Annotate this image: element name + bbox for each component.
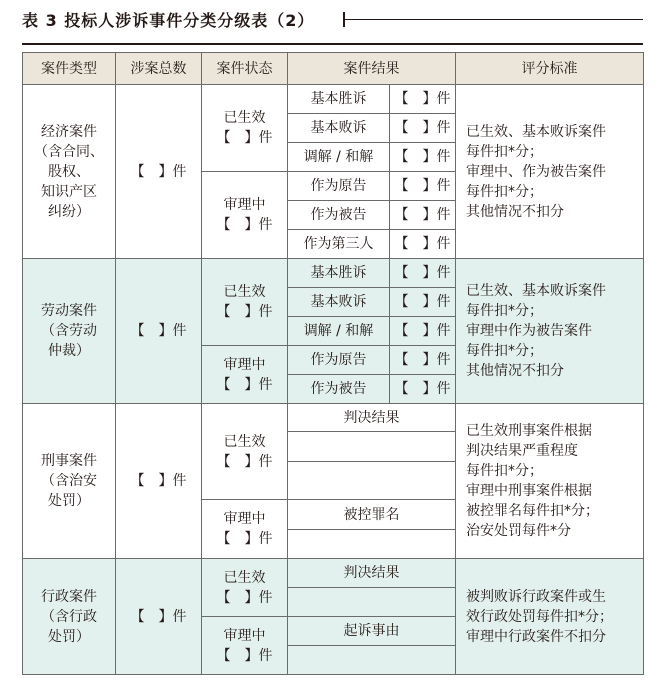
status-pending: 审理中 【 】件 <box>202 172 288 259</box>
standard-economic: 已生效、基本败诉案件 每件扣*分； 审理中、作为被告案件 每件扣*分； 其他情况不扣分 <box>456 85 644 259</box>
result-label: 基本败诉 <box>288 114 390 143</box>
top-rule-divider <box>22 43 643 45</box>
header-case-type: 案件类型 <box>23 53 116 85</box>
case-total-economic: 【 】件 <box>116 85 202 259</box>
standard-criminal: 已生效刑事案件根据 判决结果严重程度 每件扣*分； 审理中刑事案件根据 被控罪名每件扣*分； 治安处罚每件*分 <box>456 404 644 559</box>
case-total-criminal: 【 】件 <box>116 404 202 559</box>
result-count: 【 】件 <box>390 201 456 230</box>
result-count: 【 】件 <box>390 259 456 288</box>
header-status: 案件状态 <box>202 53 288 85</box>
status-pending: 审理中 【 】件 <box>202 500 288 559</box>
result-blank-cell <box>288 530 456 559</box>
result-label: 调解 / 和解 <box>288 143 390 172</box>
table-row <box>23 259 644 288</box>
standard-administrative: 被判败诉行政案件或生 效行政处罚每件扣*分； 审理中行政案件不扣分 <box>456 559 644 675</box>
case-type-criminal: 刑事案件 （含治安 处罚） <box>23 404 116 559</box>
case-type-labor: 劳动案件 （含劳动 仲裁） <box>23 259 116 404</box>
result-blank-cell <box>288 462 456 500</box>
header-row <box>23 53 644 85</box>
header-result: 案件结果 <box>288 53 456 85</box>
header-standard: 评分标准 <box>456 53 644 85</box>
result-label: 起诉事由 <box>288 617 456 646</box>
result-label: 作为被告 <box>288 201 390 230</box>
result-label: 调解 / 和解 <box>288 317 390 346</box>
status-pending: 审理中 【 】件 <box>202 346 288 404</box>
status-effective: 已生效 【 】件 <box>202 404 288 500</box>
result-count: 【 】件 <box>390 230 456 259</box>
result-count: 【 】件 <box>390 346 456 375</box>
standard-labor: 已生效、基本败诉案件 每件扣*分； 审理中作为被告案件 每件扣*分； 其他情况不扣分 <box>456 259 644 404</box>
result-label: 基本败诉 <box>288 288 390 317</box>
case-total-labor: 【 】件 <box>116 259 202 404</box>
result-count: 【 】件 <box>390 143 456 172</box>
result-count: 【 】件 <box>390 172 456 201</box>
result-label: 基本胜诉 <box>288 85 390 114</box>
status-effective: 已生效 【 】件 <box>202 85 288 172</box>
title-rule-divider <box>343 19 643 20</box>
result-label: 作为原告 <box>288 172 390 201</box>
result-count: 【 】件 <box>390 317 456 346</box>
result-count: 【 】件 <box>390 114 456 143</box>
result-count: 【 】件 <box>390 375 456 404</box>
case-classification-table <box>22 52 644 675</box>
result-label: 作为原告 <box>288 346 390 375</box>
table-row <box>23 404 644 432</box>
case-type-economic: 经济案件 （含合同、 股权、 知识产区 纠纷） <box>23 85 116 259</box>
result-blank-cell <box>288 588 456 617</box>
result-label: 被控罪名 <box>288 500 456 530</box>
result-label: 基本胜诉 <box>288 259 390 288</box>
case-total-administrative: 【 】件 <box>116 559 202 675</box>
header-total: 涉案总数 <box>116 53 202 85</box>
table-row <box>23 559 644 588</box>
status-effective: 已生效 【 】件 <box>202 559 288 617</box>
result-label: 作为被告 <box>288 375 390 404</box>
result-count: 【 】件 <box>390 288 456 317</box>
status-pending: 审理中 【 】件 <box>202 617 288 675</box>
status-effective: 已生效 【 】件 <box>202 259 288 346</box>
result-label: 判决结果 <box>288 559 456 588</box>
table-title: 表 3 投标人涉诉事件分类分级表（2） <box>22 11 315 30</box>
table-row <box>23 85 644 114</box>
result-label: 判决结果 <box>288 404 456 432</box>
result-blank-cell <box>288 432 456 462</box>
result-label: 作为第三人 <box>288 230 390 259</box>
case-type-administrative: 行政案件 （含行政 处罚） <box>23 559 116 675</box>
result-count: 【 】件 <box>390 85 456 114</box>
result-blank-cell <box>288 646 456 675</box>
